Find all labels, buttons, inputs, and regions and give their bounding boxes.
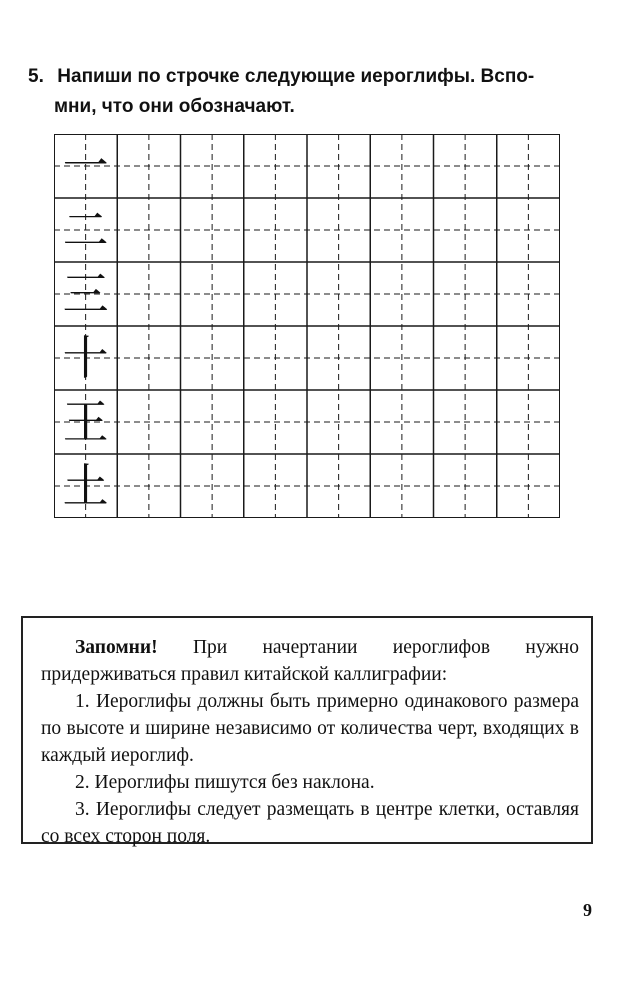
remember-intro-text: При начертании иероглифов нужно придерживаться правил китайской каллиграфии:: [41, 637, 579, 685]
rule-3: 3. Иероглифы следует размещать в центре клетки, оставляя со всех сторон поля.: [41, 799, 579, 847]
task-number: 5.: [28, 66, 44, 87]
sample-character: 王: [62, 395, 109, 449]
sample-character: 十: [62, 331, 109, 385]
writing-grid: [54, 134, 560, 518]
sample-character: 一: [62, 139, 109, 193]
rule-1: 1. Иероглифы должны быть примерно одинакового размера по высоте и ширине независимо от количества черт, входящих в каждый иероглиф.: [41, 691, 579, 766]
task-line-2: мни, что они обозначают.: [54, 96, 295, 117]
sample-character: 二: [62, 203, 109, 257]
page-number: 9: [583, 900, 592, 920]
remember-label: Запомни!: [75, 637, 158, 658]
remember-intro: [41, 634, 579, 688]
sample-character: 土: [62, 459, 109, 513]
remember-box: [21, 616, 593, 847]
task-line-1: Напиши по строчке следующие иероглифы. Вспо-: [57, 66, 535, 87]
writing-grid-svg: [54, 134, 560, 518]
sample-character: 三: [62, 267, 109, 321]
rule-2: 2. Иероглифы пишутся без наклона.: [75, 772, 375, 793]
task-text: [28, 62, 608, 122]
